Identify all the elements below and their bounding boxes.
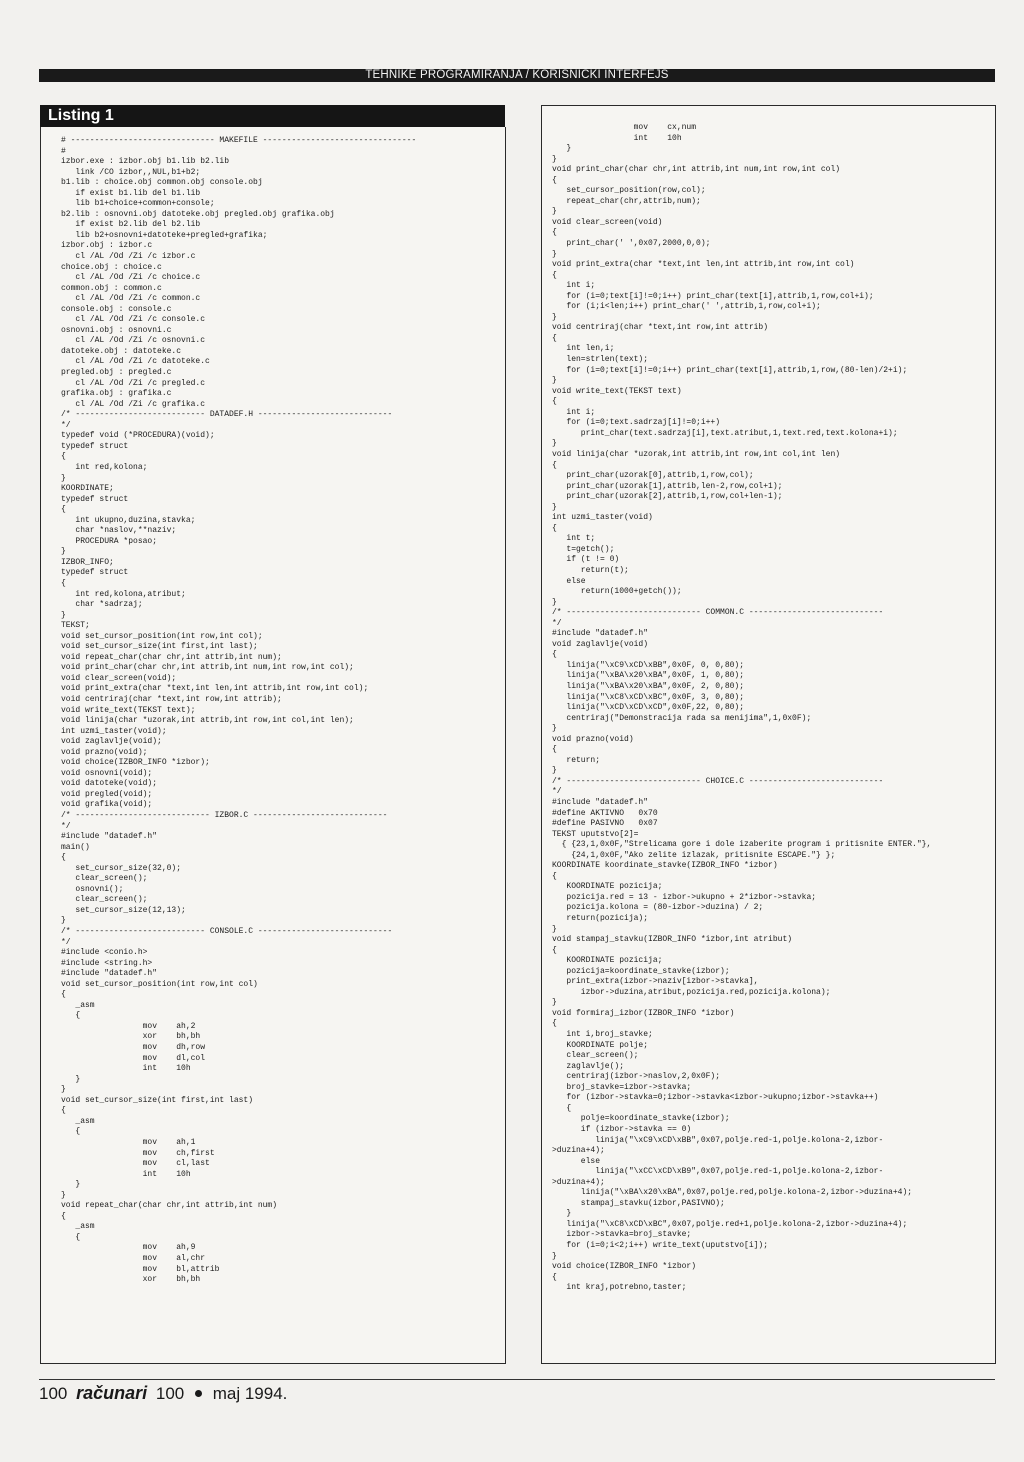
code-line: void linija(char *uzorak,int attrib,int row,int col,int len); bbox=[61, 716, 354, 726]
code-line: { bbox=[552, 650, 557, 660]
code-line: #include "datadef.h" bbox=[552, 798, 649, 807]
code-line: for (izbor->stavka=0;izbor->stavka<izbor->ukupno;izbor->stavka++) bbox=[552, 1093, 879, 1103]
code-line: void stampaj_stavku(IZBOR_INFO *izbor,int atribut) bbox=[552, 935, 793, 945]
code-line: int 10h bbox=[61, 1064, 191, 1074]
code-line: PROCEDURA *posao; bbox=[61, 536, 158, 546]
code-line: { bbox=[552, 228, 557, 238]
code-line: return(t); bbox=[552, 565, 629, 575]
code-line: KOORDINATE pozicija; bbox=[552, 956, 663, 966]
code-line: void print_char(char chr,int attrib,int num,int row,int col); bbox=[61, 663, 354, 673]
code-line: void zaglavlje(void) bbox=[552, 639, 649, 649]
code-line: _asm bbox=[61, 1000, 95, 1010]
code-line: } bbox=[61, 1180, 81, 1190]
code-line: { bbox=[552, 397, 557, 407]
code-line: { bbox=[552, 871, 557, 881]
code-line: } bbox=[552, 766, 557, 776]
code-line: void prazno(void); bbox=[61, 747, 148, 757]
code-line: */ bbox=[61, 821, 71, 831]
code-line: print_char(uzorak[1],attrib,len-2,row,col+1); bbox=[552, 481, 783, 491]
code-line: { bbox=[61, 1211, 66, 1221]
code-line: lib b2+osnovni+datoteke+pregled+grafika; bbox=[61, 230, 268, 240]
code-line: datoteke.obj : datoteke.c bbox=[61, 346, 182, 356]
code-line: mov ah,1 bbox=[61, 1137, 196, 1147]
code-line: mov ah,2 bbox=[61, 1021, 196, 1031]
code-line: } bbox=[61, 1085, 66, 1095]
code-line: # ------------------------------ MAKEFILE -------------------------------- bbox=[61, 136, 417, 145]
code-line: int uzmi_taster(void) bbox=[552, 513, 653, 523]
code-line: /* --------------------------- CONSOLE.C ---------------------------- bbox=[61, 927, 393, 937]
code-line: { bbox=[61, 452, 66, 462]
code-line: int uzmi_taster(void); bbox=[61, 726, 167, 736]
code-line: int i; bbox=[552, 281, 596, 291]
code-line: IZBOR_INFO; bbox=[61, 557, 114, 567]
code-line: return; bbox=[552, 755, 601, 765]
code-line: { {23,1,0x0F,"Strelicama gore i dole izaberite program i pritisnite ENTER."}, bbox=[552, 840, 932, 850]
page-footer bbox=[39, 1381, 287, 1405]
code-line: void choice(IZBOR_INFO *izbor) bbox=[552, 1262, 697, 1272]
code-line: clear_screen(); bbox=[552, 1051, 639, 1061]
code-line: b1.lib : choice.obj common.obj console.obj bbox=[61, 178, 263, 188]
code-line: } bbox=[552, 924, 557, 934]
code-line: typedef struct bbox=[61, 494, 129, 504]
code-line: } bbox=[552, 502, 557, 512]
code-line: else bbox=[552, 576, 586, 586]
code-line: print_char(uzorak[2],attrib,1,row,col+len-1); bbox=[552, 492, 783, 502]
code-line: mov dh,row bbox=[61, 1043, 206, 1053]
section-header-band bbox=[39, 69, 995, 82]
code-line: { bbox=[61, 853, 66, 863]
code-line: #include <conio.h> bbox=[61, 948, 148, 958]
code-line: linija("\xCC\xCD\xB9",0x07,polje.red-1,polje.kolona-2,izbor- bbox=[552, 1167, 884, 1177]
code-line: { bbox=[552, 175, 557, 185]
code-line: int len,i; bbox=[552, 344, 615, 354]
code-line: len=strlen(text); bbox=[552, 355, 649, 365]
code-line: } bbox=[61, 547, 66, 557]
code-line: if exist b1.lib del b1.lib bbox=[61, 188, 201, 198]
code-line: { bbox=[552, 945, 557, 955]
code-line: pozicija.red = 13 - izbor->ukupno + 2*izbor->stavka; bbox=[552, 892, 817, 902]
code-line: b2.lib : osnovni.obj datoteke.obj pregled.obj grafika.obj bbox=[61, 209, 335, 219]
code-line: cl /AL /Od /Zi /c console.c bbox=[61, 315, 206, 325]
code-line: izbor->duzina,atribut,pozicija.red,pozicija.kolona); bbox=[552, 987, 831, 997]
code-line: */ bbox=[552, 787, 562, 797]
code-line: { bbox=[552, 460, 557, 470]
code-line: mov cl,last bbox=[61, 1159, 210, 1169]
code-line: /* ---------------------------- CHOICE.C ---------------------------- bbox=[552, 776, 884, 786]
code-line: } bbox=[61, 916, 66, 926]
code-line: } bbox=[552, 249, 557, 259]
code-line: /* --------------------------- DATADEF.H ---------------------------- bbox=[61, 410, 393, 420]
code-line: void set_cursor_position(int row,int col) bbox=[61, 979, 258, 989]
code-line: TEKST uputstvo[2]= bbox=[552, 829, 639, 839]
code-line: void repeat_char(char chr,int attrib,int num) bbox=[61, 1201, 278, 1211]
footer-rule bbox=[39, 1379, 995, 1380]
code-line: linija("\xCD\xCD\xCD",0x0F,22, 0,80); bbox=[552, 703, 745, 713]
code-line: #include <string.h> bbox=[61, 958, 153, 968]
code-line: print_char(' ',0x07,2000,0,0); bbox=[552, 239, 711, 249]
code-line: link /CO izbor,,NUL,b1+b2; bbox=[61, 167, 201, 177]
listing-title: Listing 1 bbox=[40, 105, 505, 127]
code-listing-right bbox=[542, 106, 995, 1294]
code-line: mov ch,first bbox=[61, 1148, 215, 1158]
code-line: { bbox=[552, 1019, 557, 1029]
code-line: void write_text(TEKST text); bbox=[61, 705, 196, 715]
code-line: _asm bbox=[61, 1116, 95, 1126]
code-line: } bbox=[552, 439, 557, 449]
code-line: void grafika(void); bbox=[61, 800, 153, 810]
code-line: } bbox=[552, 154, 557, 164]
code-line: KOORDINATE pozicija; bbox=[552, 882, 663, 892]
code-line: centriraj(izbor->naslov,2,0x0F); bbox=[552, 1072, 721, 1082]
code-line: return(pozicija); bbox=[552, 914, 649, 924]
code-line: { bbox=[552, 745, 557, 755]
code-line: typedef struct bbox=[61, 568, 129, 578]
code-line: { bbox=[61, 990, 66, 1000]
code-line: izbor.exe : izbor.obj b1.lib b2.lib bbox=[61, 157, 230, 167]
code-line: linija("\xC9\xCD\xBB",0x07,polje.red-1,polje.kolona-2,izbor- bbox=[552, 1135, 884, 1145]
code-line: */ bbox=[61, 420, 71, 430]
code-line: int t; bbox=[552, 534, 596, 544]
code-line: stampaj_stavku(izbor,PASIVNO); bbox=[552, 1198, 725, 1208]
code-line: void zaglavlje(void); bbox=[61, 737, 162, 747]
issue-date: maj 1994. bbox=[212, 1384, 288, 1403]
code-line: xor bh,bh bbox=[61, 1275, 201, 1285]
code-line: { bbox=[552, 270, 557, 280]
code-line: mov cx,num bbox=[552, 123, 697, 132]
code-line: } bbox=[552, 1209, 572, 1219]
code-line: { bbox=[61, 1232, 81, 1242]
issue-number: 100 bbox=[155, 1384, 185, 1403]
code-line: int ukupno,duzina,stavka; bbox=[61, 515, 196, 525]
code-line: mov dl,col bbox=[61, 1053, 206, 1063]
code-line: common.obj : common.c bbox=[61, 283, 162, 293]
code-line: grafika.obj : grafika.c bbox=[61, 389, 172, 399]
code-line: { bbox=[552, 333, 557, 343]
code-line: _asm bbox=[61, 1222, 95, 1232]
code-line: mov al,chr bbox=[61, 1253, 206, 1263]
code-line: else bbox=[552, 1156, 601, 1166]
code-line: } bbox=[61, 1190, 66, 1200]
code-line: >duzina+4); bbox=[552, 1177, 605, 1187]
code-line: /* ---------------------------- COMMON.C ---------------------------- bbox=[552, 608, 884, 618]
code-line: polje=koordinate_stavke(izbor); bbox=[552, 1114, 730, 1124]
code-line: void clear_screen(void); bbox=[61, 673, 177, 683]
code-line: */ bbox=[552, 618, 562, 628]
code-line: for (i;i<len;i++) print_char(' ',attrib,1,row,col+i); bbox=[552, 302, 821, 312]
code-line: char *sadrzaj; bbox=[61, 600, 143, 610]
code-line: KOORDINATE; bbox=[61, 484, 114, 494]
code-line: set_cursor_position(row,col); bbox=[552, 186, 706, 196]
code-line: centriraj("Demonstracija rada sa menijima",1,0x0F); bbox=[552, 713, 812, 723]
code-line: int red,kolona; bbox=[61, 462, 148, 472]
code-line: izbor.obj : izbor.c bbox=[61, 241, 153, 251]
code-line: pozicija=koordinate_stavke(izbor); bbox=[552, 966, 730, 976]
code-line: void set_cursor_size(int first,int last) bbox=[61, 1095, 254, 1105]
code-line: clear_screen(); bbox=[61, 895, 148, 905]
code-line: pozicija.kolona = (80-izbor->duzina) / 2; bbox=[552, 903, 764, 913]
code-line: set_cursor_size(12,13); bbox=[61, 905, 186, 915]
code-line: mov bl,attrib bbox=[61, 1264, 220, 1274]
code-line: void centriraj(char *text,int row,int attrib); bbox=[61, 694, 282, 704]
code-line: print_char(text.sadrzaj[i],text.atribut,1,text.red,text.kolona+i); bbox=[552, 428, 898, 438]
code-line: for (i=0;text[i]!=0;i++) print_char(text[i],attrib,1,row,col+i); bbox=[552, 291, 874, 301]
code-line: return(1000+getch()); bbox=[552, 587, 682, 597]
code-line: { bbox=[61, 505, 66, 515]
code-line: lib b1+choice+common+console; bbox=[61, 199, 215, 209]
code-line: console.obj : console.c bbox=[61, 304, 172, 314]
code-line: if (izbor->stavka == 0) bbox=[552, 1124, 692, 1134]
code-line: { bbox=[61, 1127, 81, 1137]
code-line: #define PASIVNO 0x07 bbox=[552, 819, 658, 829]
code-line: char *naslov,**naziv; bbox=[61, 526, 177, 536]
code-line: void set_cursor_position(int row,int col); bbox=[61, 631, 263, 641]
code-line: print_extra(izbor->naziv[izbor->stavka], bbox=[552, 977, 759, 987]
section-title: TEHNIKE PROGRAMIRANJA / KORISNIČKI INTERFEJS bbox=[365, 69, 669, 81]
code-line: void set_cursor_size(int first,int last); bbox=[61, 642, 258, 652]
code-line: int red,kolona,atribut; bbox=[61, 589, 186, 599]
code-line: /* ---------------------------- IZBOR.C ---------------------------- bbox=[61, 811, 388, 820]
code-line: clear_screen(); bbox=[61, 874, 148, 884]
code-line: {24,1,0x0F,"Ako zelite izlazak, pritisnite ESCAPE."} }; bbox=[552, 850, 836, 860]
code-line: } bbox=[552, 998, 557, 1008]
code-line: { bbox=[61, 578, 66, 588]
code-line: } bbox=[552, 312, 557, 322]
page-number: 100 bbox=[39, 1384, 68, 1403]
code-line: { bbox=[552, 1272, 557, 1282]
code-line: main() bbox=[61, 842, 90, 852]
code-line: void clear_screen(void) bbox=[552, 217, 663, 227]
code-line: { bbox=[61, 1011, 81, 1021]
code-line: set_cursor_size(32,0); bbox=[61, 863, 182, 873]
code-line: } bbox=[61, 1074, 81, 1084]
code-line: linija("\xBA\x20\xBA",0x07,polje.red,polje.kolona-2,izbor->duzina+4); bbox=[552, 1188, 913, 1198]
code-line: linija("\xC8\xCD\xBC",0x0F, 3, 0,80); bbox=[552, 692, 745, 702]
code-line: osnovni.obj : osnovni.c bbox=[61, 325, 172, 335]
code-line: void pregled(void); bbox=[61, 789, 153, 799]
code-line: TEKST; bbox=[61, 621, 90, 631]
code-line: linija("\xBA\x20\xBA",0x0F, 2, 0,80); bbox=[552, 681, 745, 691]
code-line: void datoteke(void); bbox=[61, 779, 158, 789]
code-line: cl /AL /Od /Zi /c osnovni.c bbox=[61, 336, 206, 346]
code-line: } bbox=[552, 724, 557, 734]
code-line: void print_extra(char *text,int len,int attrib,int row,int col); bbox=[61, 684, 369, 694]
code-line: } bbox=[552, 376, 557, 386]
code-line: mov ah,9 bbox=[61, 1243, 196, 1253]
code-line: #define AKTIVNO 0x70 bbox=[552, 808, 658, 818]
code-line: for (i=0;text.sadrzaj[i]!=0;i++) bbox=[552, 418, 721, 428]
code-line: void linija(char *uzorak,int attrib,int row,int col,int len) bbox=[552, 449, 841, 459]
code-line: } bbox=[61, 610, 66, 620]
code-line: linija("\xBA\x20\xBA",0x0F, 1, 0,80); bbox=[552, 671, 745, 681]
code-line: osnovni(); bbox=[61, 884, 124, 894]
code-line: { bbox=[552, 1103, 572, 1113]
code-line: cl /AL /Od /Zi /c izbor.c bbox=[61, 252, 196, 262]
code-line: void write_text(TEKST text) bbox=[552, 386, 682, 396]
code-line: cl /AL /Od /Zi /c choice.c bbox=[61, 273, 201, 283]
code-line: #include "datadef.h" bbox=[552, 629, 649, 639]
code-line: void prazno(void) bbox=[552, 734, 634, 744]
code-line: KOORDINATE koordinate_stavke(IZBOR_INFO *izbor) bbox=[552, 861, 778, 871]
code-line: typedef struct bbox=[61, 441, 129, 451]
code-line: } bbox=[552, 1251, 557, 1261]
code-line: cl /AL /Od /Zi /c grafika.c bbox=[61, 399, 206, 409]
code-line: } bbox=[552, 597, 557, 607]
code-column-left bbox=[40, 127, 506, 1364]
code-line: >duzina+4); bbox=[552, 1146, 605, 1156]
code-line: choice.obj : choice.c bbox=[61, 262, 162, 272]
magazine-logo: računari bbox=[76, 1383, 148, 1403]
code-line: t=getch(); bbox=[552, 544, 615, 554]
code-line: izbor->stavka=broj_stavke; bbox=[552, 1230, 692, 1240]
code-line: { bbox=[552, 523, 557, 533]
code-line: linija("\xC8\xCD\xBC",0x07,polje.red+1,polje.kolona-2,izbor->duzina+4); bbox=[552, 1219, 908, 1229]
code-line: print_char(uzorak[0],attrib,1,row,col); bbox=[552, 471, 754, 481]
code-column-right bbox=[541, 105, 996, 1364]
code-line: void centriraj(char *text,int row,int attrib) bbox=[552, 323, 769, 333]
code-line: int 10h bbox=[552, 133, 682, 143]
code-line: */ bbox=[61, 937, 71, 947]
code-line: repeat_char(chr,attrib,num); bbox=[552, 196, 701, 206]
code-line: void print_extra(char *text,int len,int attrib,int row,int col) bbox=[552, 260, 855, 270]
code-line: } bbox=[552, 144, 572, 154]
code-line: } bbox=[552, 207, 557, 217]
code-line: void print_char(char chr,int attrib,int num,int row,int col) bbox=[552, 165, 841, 175]
code-line: cl /AL /Od /Zi /c pregled.c bbox=[61, 378, 206, 388]
code-line: void repeat_char(char chr,int attrib,int num); bbox=[61, 652, 282, 662]
code-line: } bbox=[61, 473, 66, 483]
code-line: #include "datadef.h" bbox=[61, 969, 158, 979]
code-line: int kraj,potrebno,taster; bbox=[552, 1283, 687, 1293]
code-line: #include "datadef.h" bbox=[61, 832, 158, 842]
code-line: int i; bbox=[552, 407, 596, 417]
code-line: KOORDINATE polje; bbox=[552, 1040, 649, 1050]
code-line: zaglavlje(); bbox=[552, 1061, 625, 1071]
code-line: int i,broj_stavke; bbox=[552, 1030, 653, 1040]
code-line: linija("\xC9\xCD\xBB",0x0F, 0, 0,80); bbox=[552, 660, 745, 670]
code-line: if (t != 0) bbox=[552, 555, 620, 565]
code-line: void choice(IZBOR_INFO *izbor); bbox=[61, 758, 210, 768]
bullet-dot bbox=[195, 1390, 202, 1397]
code-line: for (i=0;text[i]!=0;i++) print_char(text[i],attrib,1,row,(80-len)/2+i); bbox=[552, 365, 908, 375]
code-line: # bbox=[61, 146, 66, 156]
code-line: if exist b2.lib del b2.lib bbox=[61, 220, 201, 230]
code-line: void formiraj_izbor(IZBOR_INFO *izbor) bbox=[552, 1008, 735, 1018]
code-line: for (i=0;i<2;i++) write_text(uputstvo[i]); bbox=[552, 1240, 769, 1250]
code-line: typedef void (*PROCEDURA)(void); bbox=[61, 431, 215, 441]
code-line: int 10h bbox=[61, 1169, 191, 1179]
code-line: xor bh,bh bbox=[61, 1032, 201, 1042]
code-line: cl /AL /Od /Zi /c datoteke.c bbox=[61, 357, 210, 367]
code-line: pregled.obj : pregled.c bbox=[61, 368, 172, 378]
code-listing-left bbox=[41, 127, 505, 1286]
code-line: cl /AL /Od /Zi /c common.c bbox=[61, 294, 201, 304]
code-line: broj_stavke=izbor->stavka; bbox=[552, 1082, 692, 1092]
code-line: void osnovni(void); bbox=[61, 768, 153, 778]
code-line: { bbox=[61, 1106, 66, 1116]
